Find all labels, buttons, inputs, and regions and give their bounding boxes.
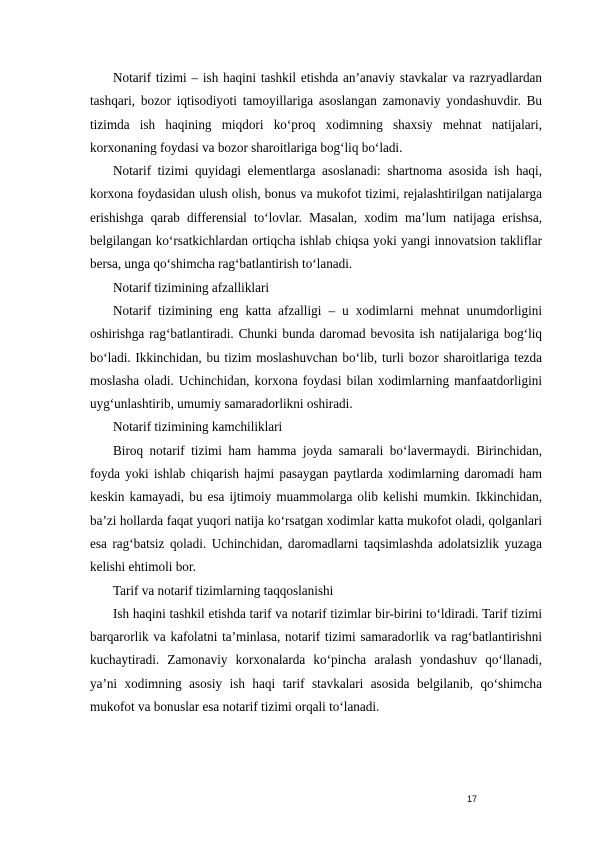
page-number: 17 (466, 794, 477, 804)
paragraph-intro: Notarif tizimi – ish haqini tashkil etishda an’anaviy stavkalar va razryadlardan tashqari, bozor iqtisodiyoti tamoyillariga asoslangan zamonaviy yondashuvdir. Bu tizimda ish haqining miqdori ko‘proq xodimning shaxsiy mehnat natijalari, korxonaning foydasi va bozor sharoitlariga bog‘liq bo‘ladi. (90, 70, 542, 155)
paragraph-advantages: Notarif tizimining eng katta afzalligi – u xodimlarni mehnat unumdorligini oshirishga rag‘batlantiradi. Chunki bunda daromad bevosita ish natijalariga bog‘liq bo‘ladi. Ikkinchidan, bu tizim moslashuvchan bo‘lib, turli bozor sharoitlariga tezda moslasha oladi. Uchinchidan, korxona foydasi bilan xodimlarning manfaatdorligini uyg‘unlashtirib, umumiy samaradorlikni oshiradi. (90, 302, 542, 412)
paragraph-elements: Notarif tizimi quyidagi elementlarga asoslanadi: shartnoma asosida ish haqi, korxona foydasidan ulush olish, bonus va mukofot tizimi, rejalashtirilgan natijalarga erishishga qarab differensial to‘lovlar. Masalan, xodim ma’lum natijaga erishsa, belgilangan ko‘rsatkichlardan ortiqcha ishlab chiqsa yoki yangi innovatsion takliflar bersa, unga qo‘shimcha rag‘batlantirish to‘lanadi. (90, 163, 542, 272)
heading-advantages: Notarif tizimining afzalliklari (113, 279, 269, 295)
paragraph-disadvantages: Biroq notarif tizimi ham hamma joyda samarali bo‘lavermaydi. Birinchidan, foyda yoki ishlab chiqarish hajmi pasaygan paytlarda xodimlarning daromadi ham keskin kamayadi, bu esa ijtimoiy muammolarga olib kelishi mumkin. Ikkinchidan, ba’zi hollarda faqat yuqori natija ko‘rsatgan xodimlar katta mukofot oladi, qolganlari esa rag‘batsiz qoladi. Uchinchidan, daromadlarni taqsimlashda adolatsizlik yuzaga kelishi ehtimoli bor. (90, 442, 542, 575)
paragraph-comparison: Ish haqini tashkil etishda tarif va notarif tizimlar bir-birini to‘ldiradi. Tarif tizimi barqarorlik va kafolatni ta’minlasa, notarif tizimi samaradorlik va rag‘batlantirishni kuchaytiradi. Zamonaviy korxonalarda ko‘pincha aralash yondashuv qo‘llanadi, ya’ni xodimning asosiy ish haqi tarif stavkalari asosida belgilanib, qo‘shimcha mukofot va bonuslar esa notarif tizimi orqali to‘lanadi. (90, 605, 542, 715)
heading-comparison: Tarif va notarif tizimlarning taqqoslanishi (113, 582, 334, 598)
document-body (90, 66, 542, 718)
heading-disadvantages: Notarif tizimining kamchiliklari (113, 419, 283, 435)
